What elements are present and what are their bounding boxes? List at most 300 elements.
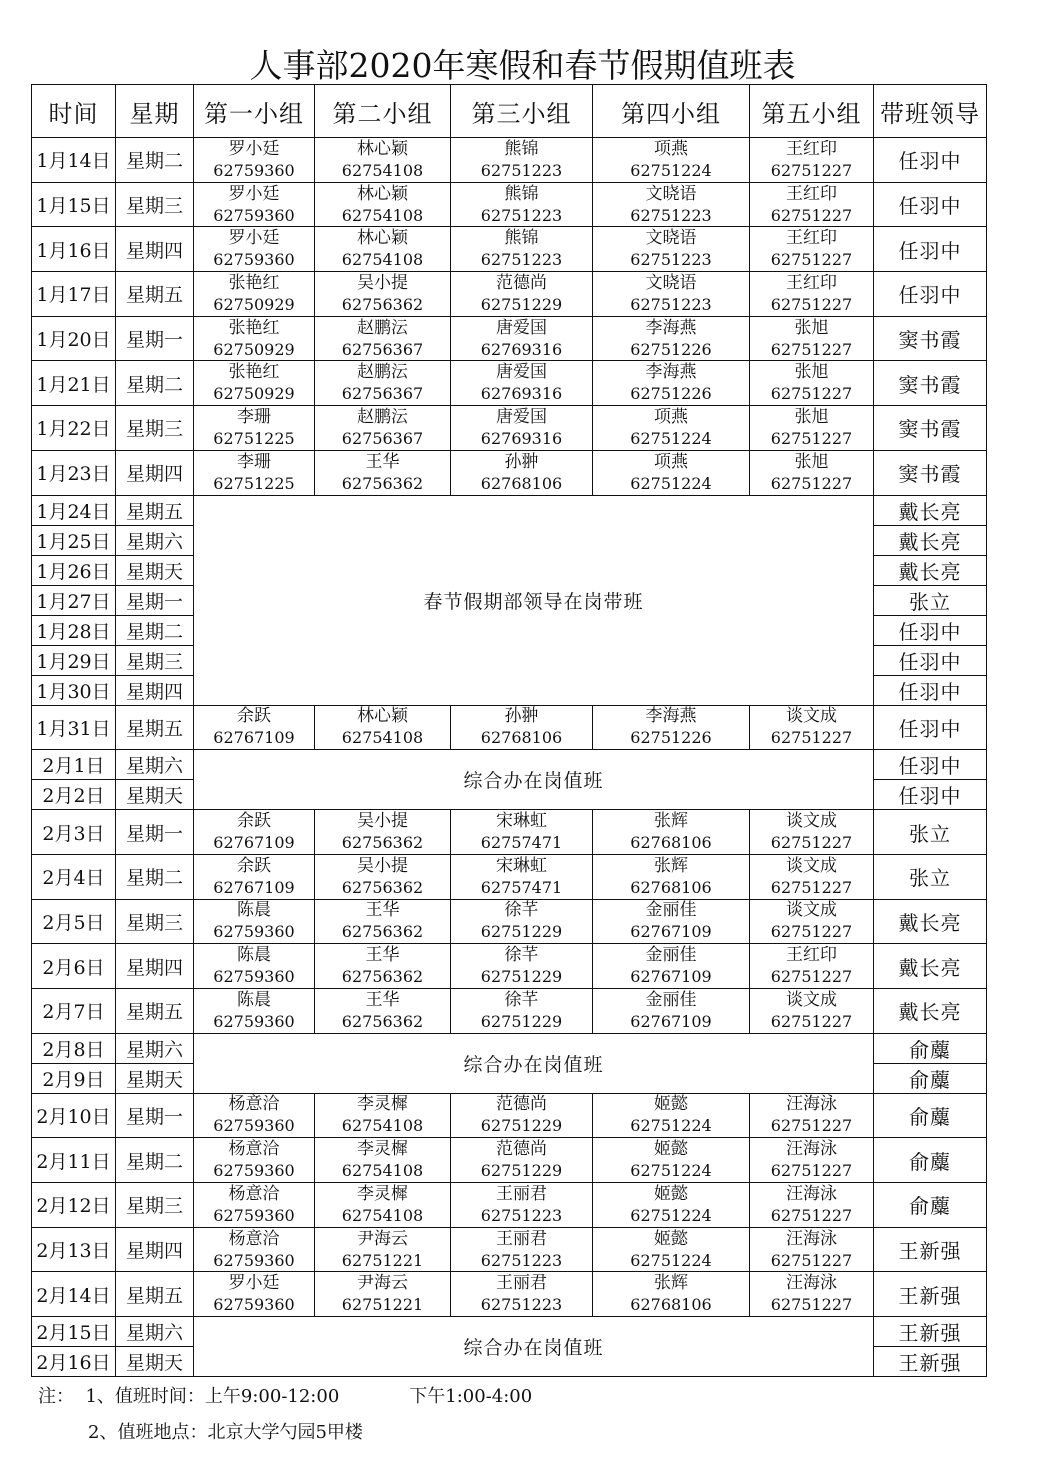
staff-phone: 62751227 xyxy=(770,967,853,987)
staff-phone: 62769316 xyxy=(480,339,563,359)
staff-name: 杨意洽 xyxy=(228,1228,280,1249)
duty-cell xyxy=(194,406,315,451)
duty-cell xyxy=(593,1093,750,1138)
table-row xyxy=(32,406,987,451)
staff-name: 汪海泳 xyxy=(786,1228,837,1249)
staff-name: 张旭 xyxy=(794,362,829,383)
staff-name: 谈文成 xyxy=(786,989,837,1010)
duty-cell xyxy=(451,988,593,1033)
staff-name: 王红印 xyxy=(786,945,837,966)
table-row xyxy=(32,705,987,750)
staff-phone: 62751223 xyxy=(480,1295,563,1315)
staff-phone: 62751227 xyxy=(770,1161,853,1181)
duty-cell xyxy=(451,1183,593,1228)
staff-phone: 62767109 xyxy=(213,728,295,748)
merged-note-cell: 综合办在岗值班 xyxy=(194,1317,874,1377)
table-row xyxy=(32,1227,987,1272)
table-row xyxy=(32,750,987,780)
staff-name: 范德尚 xyxy=(496,1094,547,1115)
duty-cell xyxy=(750,227,874,272)
staff-phone: 62751229 xyxy=(480,967,563,987)
staff-phone: 62769316 xyxy=(480,428,563,448)
date-cell: 1月27日 xyxy=(32,585,116,615)
staff-phone: 62756362 xyxy=(341,833,424,853)
leader-cell: 张立 xyxy=(874,585,987,615)
staff-name: 唐爱国 xyxy=(496,317,547,338)
table-row xyxy=(32,1317,987,1347)
duty-cell xyxy=(194,182,315,227)
staff-phone: 62751227 xyxy=(770,339,853,359)
leader-cell: 任羽中 xyxy=(874,615,987,645)
staff-phone: 62756362 xyxy=(341,922,424,942)
staff-phone: 62751221 xyxy=(341,1250,424,1270)
duty-cell xyxy=(315,899,451,944)
staff-name: 王红印 xyxy=(786,138,837,159)
leader-cell: 任羽中 xyxy=(874,750,987,780)
duty-cell xyxy=(451,1138,593,1183)
staff-phone: 62756362 xyxy=(341,1011,424,1031)
duty-cell xyxy=(451,272,593,317)
duty-cell xyxy=(194,944,315,989)
date-cell: 2月3日 xyxy=(32,810,116,855)
staff-phone: 62768106 xyxy=(480,728,563,748)
duty-cell xyxy=(750,450,874,495)
duty-cell xyxy=(593,182,750,227)
duty-cell xyxy=(194,138,315,183)
duty-cell xyxy=(315,854,451,899)
duty-location-note: 2、值班地点：北京大学勺园5甲楼 xyxy=(88,1422,363,1443)
date-cell: 2月14日 xyxy=(32,1272,116,1317)
leader-cell: 戴长亮 xyxy=(874,944,987,989)
weekday-cell: 星期二 xyxy=(116,138,194,183)
duty-cell xyxy=(315,1227,451,1272)
column-header: 第二小组 xyxy=(315,85,451,138)
staff-phone: 62751229 xyxy=(480,294,563,314)
duty-cell xyxy=(315,272,451,317)
leader-cell: 王新强 xyxy=(874,1272,987,1317)
staff-phone: 62759360 xyxy=(213,205,295,225)
duty-cell xyxy=(593,361,750,406)
merged-note-cell: 春节假期部领导在岗带班 xyxy=(194,495,874,705)
staff-phone: 62759360 xyxy=(213,1011,295,1031)
staff-name: 谈文成 xyxy=(786,855,837,876)
column-header: 第四小组 xyxy=(593,85,750,138)
staff-name: 张辉 xyxy=(654,855,688,876)
duty-cell xyxy=(593,316,750,361)
staff-phone: 62750929 xyxy=(213,339,295,359)
duty-cell xyxy=(194,1138,315,1183)
duty-cell xyxy=(593,227,750,272)
duty-cell xyxy=(451,227,593,272)
date-cell: 1月15日 xyxy=(32,182,116,227)
staff-phone: 62751227 xyxy=(770,877,853,897)
duty-cell xyxy=(593,406,750,451)
staff-name: 李海燕 xyxy=(645,362,697,383)
duty-cell xyxy=(315,450,451,495)
staff-name: 尹海云 xyxy=(357,1273,408,1294)
staff-name: 余跃 xyxy=(237,706,271,727)
leader-cell: 窦书霞 xyxy=(874,316,987,361)
weekday-cell: 星期四 xyxy=(116,227,194,272)
duty-cell xyxy=(593,899,750,944)
leader-cell: 戴长亮 xyxy=(874,495,987,525)
date-cell: 2月10日 xyxy=(32,1093,116,1138)
date-cell: 2月16日 xyxy=(32,1347,116,1377)
column-header: 带班领导 xyxy=(874,85,987,138)
duty-cell xyxy=(750,854,874,899)
leader-cell: 张立 xyxy=(874,854,987,899)
staff-phone: 62756362 xyxy=(341,473,424,493)
leader-cell: 俞蘪 xyxy=(874,1093,987,1138)
duty-cell xyxy=(194,705,315,750)
date-cell: 1月31日 xyxy=(32,705,116,750)
table-row xyxy=(32,1093,987,1138)
date-cell: 2月8日 xyxy=(32,1033,116,1063)
staff-phone: 62751226 xyxy=(630,339,712,359)
duty-cell xyxy=(593,1227,750,1272)
staff-name: 汪海泳 xyxy=(786,1139,837,1160)
duty-cell xyxy=(750,1272,874,1317)
staff-phone: 62751225 xyxy=(213,428,295,448)
staff-phone: 62750929 xyxy=(213,384,295,404)
staff-phone: 62759360 xyxy=(213,1295,295,1315)
staff-name: 宋琳虹 xyxy=(496,811,547,832)
staff-phone: 62750929 xyxy=(213,294,295,314)
column-header: 星期 xyxy=(116,85,194,138)
staff-name: 汪海泳 xyxy=(786,1094,837,1115)
staff-phone: 62759360 xyxy=(213,1161,295,1181)
date-cell: 2月12日 xyxy=(32,1183,116,1228)
staff-name: 林心颖 xyxy=(357,228,408,249)
staff-name: 余跃 xyxy=(237,855,271,876)
duty-cell xyxy=(451,361,593,406)
staff-phone: 62751229 xyxy=(480,1161,563,1181)
staff-name: 姬懿 xyxy=(654,1183,688,1204)
weekday-cell: 星期三 xyxy=(116,1183,194,1228)
table-row xyxy=(32,182,987,227)
staff-name: 杨意洽 xyxy=(228,1094,280,1115)
table-row xyxy=(32,988,987,1033)
staff-phone: 62754108 xyxy=(341,1205,424,1225)
leader-cell: 任羽中 xyxy=(874,138,987,183)
staff-phone: 62754108 xyxy=(341,1116,424,1136)
staff-name: 陈晨 xyxy=(237,945,271,966)
notes xyxy=(38,1382,532,1448)
staff-phone: 62751229 xyxy=(480,1116,563,1136)
duty-cell xyxy=(593,1183,750,1228)
duty-cell xyxy=(750,1093,874,1138)
staff-name: 王华 xyxy=(365,900,400,921)
page-title: 人事部2020年寒假和春节假期值班表 xyxy=(249,46,796,85)
staff-name: 王丽君 xyxy=(496,1273,547,1294)
weekday-cell: 星期四 xyxy=(116,675,194,705)
table-row xyxy=(32,1183,987,1228)
weekday-cell: 星期四 xyxy=(116,944,194,989)
date-cell: 1月21日 xyxy=(32,361,116,406)
staff-phone: 62751227 xyxy=(770,250,853,270)
staff-phone: 62768106 xyxy=(480,473,563,493)
staff-phone: 62751227 xyxy=(770,473,853,493)
staff-name: 王华 xyxy=(365,451,400,472)
staff-name: 谈文成 xyxy=(786,811,837,832)
staff-name: 陈晨 xyxy=(237,900,271,921)
staff-name: 张旭 xyxy=(794,317,829,338)
duty-cell xyxy=(194,810,315,855)
duty-cell xyxy=(750,1227,874,1272)
weekday-cell: 星期三 xyxy=(116,406,194,451)
staff-name: 陈晨 xyxy=(237,989,271,1010)
column-header: 第一小组 xyxy=(194,85,315,138)
duty-cell xyxy=(750,810,874,855)
table-row xyxy=(32,495,987,525)
staff-phone: 62756362 xyxy=(341,294,424,314)
duty-cell xyxy=(750,899,874,944)
staff-phone: 62754108 xyxy=(341,728,424,748)
staff-name: 吴小提 xyxy=(357,272,408,293)
table-row xyxy=(32,227,987,272)
leader-cell: 任羽中 xyxy=(874,227,987,272)
staff-name: 王红印 xyxy=(786,183,837,204)
duty-cell xyxy=(194,450,315,495)
date-cell: 1月17日 xyxy=(32,272,116,317)
staff-phone: 62751226 xyxy=(630,384,712,404)
staff-phone: 62756362 xyxy=(341,877,424,897)
duty-cell xyxy=(451,1272,593,1317)
duty-cell xyxy=(194,899,315,944)
staff-phone: 62751227 xyxy=(770,1205,853,1225)
table-row xyxy=(32,361,987,406)
header-row xyxy=(32,85,987,138)
leader-cell: 任羽中 xyxy=(874,645,987,675)
date-cell: 1月16日 xyxy=(32,227,116,272)
staff-phone: 62751223 xyxy=(630,250,712,270)
date-cell: 2月4日 xyxy=(32,854,116,899)
leader-cell: 窦书霞 xyxy=(874,450,987,495)
staff-phone: 62751227 xyxy=(770,1250,853,1270)
weekday-cell: 星期二 xyxy=(116,1138,194,1183)
duty-cell xyxy=(315,182,451,227)
staff-name: 李灵樨 xyxy=(357,1139,408,1160)
staff-phone: 62751227 xyxy=(770,833,853,853)
column-header: 第三小组 xyxy=(451,85,593,138)
staff-name: 林心颖 xyxy=(357,183,408,204)
weekday-cell: 星期三 xyxy=(116,645,194,675)
leader-cell: 任羽中 xyxy=(874,780,987,810)
staff-phone: 62768106 xyxy=(630,877,712,897)
staff-phone: 62751224 xyxy=(630,428,712,448)
staff-phone: 62751223 xyxy=(630,205,712,225)
duty-cell xyxy=(593,1272,750,1317)
leader-cell: 俞蘪 xyxy=(874,1033,987,1063)
staff-phone: 62751225 xyxy=(213,473,295,493)
duty-cell xyxy=(750,988,874,1033)
staff-name: 熊锦 xyxy=(504,183,539,204)
leader-cell: 俞蘪 xyxy=(874,1063,987,1093)
duty-cell xyxy=(593,1138,750,1183)
staff-name: 孙翀 xyxy=(504,451,539,472)
duty-cell xyxy=(194,1183,315,1228)
leader-cell: 任羽中 xyxy=(874,182,987,227)
date-cell: 1月14日 xyxy=(32,138,116,183)
staff-name: 项燕 xyxy=(654,451,688,472)
duty-cell xyxy=(194,1093,315,1138)
duty-cell xyxy=(315,406,451,451)
staff-name: 文晓语 xyxy=(645,228,697,249)
duty-cell xyxy=(194,1227,315,1272)
duty-cell xyxy=(451,854,593,899)
duty-cell xyxy=(593,810,750,855)
staff-name: 李珊 xyxy=(237,406,271,427)
column-header: 第五小组 xyxy=(750,85,874,138)
staff-phone: 62751223 xyxy=(480,205,563,225)
table-row xyxy=(32,899,987,944)
staff-phone: 62759360 xyxy=(213,1205,295,1225)
staff-name: 熊锦 xyxy=(504,228,539,249)
date-cell: 1月23日 xyxy=(32,450,116,495)
staff-phone: 62759360 xyxy=(213,160,295,180)
staff-name: 林心颖 xyxy=(357,138,408,159)
duty-time-afternoon: 下午1:00-4:00 xyxy=(409,1386,533,1407)
staff-phone: 62751224 xyxy=(630,1250,712,1270)
duty-cell xyxy=(451,406,593,451)
staff-phone: 62751227 xyxy=(770,384,853,404)
date-cell: 2月7日 xyxy=(32,988,116,1033)
duty-cell xyxy=(750,944,874,989)
merged-note-cell: 综合办在岗值班 xyxy=(194,1033,874,1093)
staff-name: 罗小廷 xyxy=(228,228,280,249)
duty-cell xyxy=(593,138,750,183)
weekday-cell: 星期五 xyxy=(116,272,194,317)
duty-cell xyxy=(194,1272,315,1317)
staff-name: 徐芊 xyxy=(504,900,539,921)
staff-phone: 62756367 xyxy=(341,428,424,448)
weekday-cell: 星期天 xyxy=(116,780,194,810)
duty-cell xyxy=(451,899,593,944)
staff-name: 谈文成 xyxy=(786,900,837,921)
weekday-cell: 星期五 xyxy=(116,988,194,1033)
staff-name: 李灵樨 xyxy=(357,1094,408,1115)
duty-cell xyxy=(315,361,451,406)
leader-cell: 王新强 xyxy=(874,1347,987,1377)
duty-cell xyxy=(315,1183,451,1228)
date-cell: 1月22日 xyxy=(32,406,116,451)
table-row xyxy=(32,1272,987,1317)
duty-cell xyxy=(315,1272,451,1317)
duty-cell xyxy=(750,705,874,750)
staff-name: 余跃 xyxy=(237,811,271,832)
date-cell: 1月20日 xyxy=(32,316,116,361)
date-cell: 1月25日 xyxy=(32,525,116,555)
staff-name: 李灵樨 xyxy=(357,1183,408,1204)
leader-cell: 戴长亮 xyxy=(874,899,987,944)
date-cell: 1月26日 xyxy=(32,555,116,585)
leader-cell: 任羽中 xyxy=(874,272,987,317)
staff-phone: 62751224 xyxy=(630,1205,712,1225)
staff-name: 谈文成 xyxy=(786,706,837,727)
weekday-cell: 星期一 xyxy=(116,1093,194,1138)
weekday-cell: 星期六 xyxy=(116,1033,194,1063)
leader-cell: 俞蘪 xyxy=(874,1138,987,1183)
staff-phone: 62754108 xyxy=(341,250,424,270)
staff-phone: 62759360 xyxy=(213,250,295,270)
staff-name: 宋琳虹 xyxy=(496,855,547,876)
staff-phone: 62751227 xyxy=(770,428,853,448)
staff-name: 王华 xyxy=(365,989,400,1010)
duty-cell xyxy=(750,361,874,406)
staff-name: 张辉 xyxy=(654,811,688,832)
staff-name: 项燕 xyxy=(654,406,688,427)
date-cell: 2月11日 xyxy=(32,1138,116,1183)
table-row xyxy=(32,854,987,899)
staff-phone: 62751227 xyxy=(770,1295,853,1315)
staff-name: 吴小提 xyxy=(357,855,408,876)
leader-cell: 张立 xyxy=(874,810,987,855)
leader-cell: 戴长亮 xyxy=(874,988,987,1033)
staff-phone: 62754108 xyxy=(341,1161,424,1181)
weekday-cell: 星期六 xyxy=(116,1317,194,1347)
staff-phone: 62768106 xyxy=(630,1295,712,1315)
duty-cell xyxy=(315,1138,451,1183)
staff-phone: 62751229 xyxy=(480,1011,563,1031)
duty-cell xyxy=(593,450,750,495)
note-label: 注： xyxy=(38,1386,74,1407)
staff-name: 孙翀 xyxy=(504,706,539,727)
staff-name: 姬懿 xyxy=(654,1094,688,1115)
weekday-cell: 星期二 xyxy=(116,615,194,645)
staff-phone: 62751227 xyxy=(770,160,853,180)
staff-name: 赵鹏沄 xyxy=(357,317,408,338)
staff-name: 王丽君 xyxy=(496,1183,547,1204)
staff-name: 王丽君 xyxy=(496,1228,547,1249)
staff-name: 徐芊 xyxy=(504,945,539,966)
duty-cell xyxy=(451,944,593,989)
staff-phone: 62756367 xyxy=(341,339,424,359)
duty-cell xyxy=(451,316,593,361)
leader-cell: 窦书霞 xyxy=(874,406,987,451)
staff-name: 徐芊 xyxy=(504,989,539,1010)
staff-phone: 62759360 xyxy=(213,922,295,942)
leader-cell: 戴长亮 xyxy=(874,525,987,555)
duty-cell xyxy=(750,406,874,451)
duty-cell xyxy=(593,988,750,1033)
weekday-cell: 星期一 xyxy=(116,585,194,615)
duty-cell xyxy=(315,705,451,750)
staff-name: 唐爱国 xyxy=(496,406,547,427)
duty-cell xyxy=(451,450,593,495)
staff-phone: 62751227 xyxy=(770,205,853,225)
duty-cell xyxy=(593,854,750,899)
duty-cell xyxy=(750,1183,874,1228)
date-cell: 1月30日 xyxy=(32,675,116,705)
staff-phone: 62768106 xyxy=(630,833,712,853)
staff-phone: 62751224 xyxy=(630,160,712,180)
staff-phone: 62767109 xyxy=(630,922,712,942)
leader-cell: 窦书霞 xyxy=(874,361,987,406)
staff-phone: 62754108 xyxy=(341,205,424,225)
staff-phone: 62767109 xyxy=(213,877,295,897)
staff-phone: 62751224 xyxy=(630,1116,712,1136)
staff-phone: 62756362 xyxy=(341,967,424,987)
staff-phone: 62751224 xyxy=(630,473,712,493)
duty-cell xyxy=(451,810,593,855)
duty-cell xyxy=(593,272,750,317)
staff-phone: 62759360 xyxy=(213,1116,295,1136)
staff-phone: 62767109 xyxy=(630,967,712,987)
date-cell: 2月6日 xyxy=(32,944,116,989)
leader-cell: 任羽中 xyxy=(874,675,987,705)
duty-cell xyxy=(593,944,750,989)
staff-phone: 62759360 xyxy=(213,1250,295,1270)
